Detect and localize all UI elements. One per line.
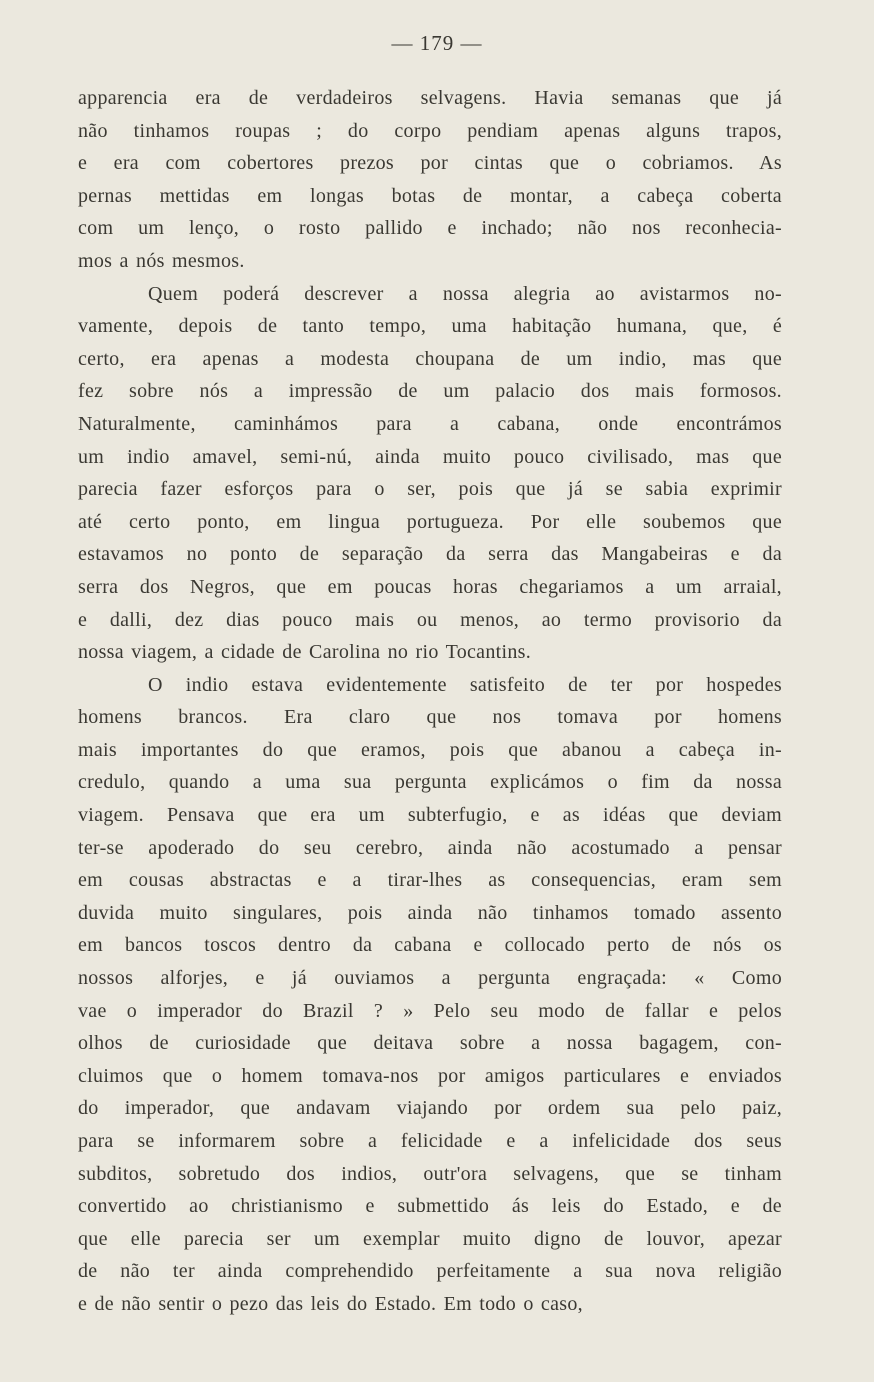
text-line: e era com cobertores prezos por cintas que o cobriamos. As xyxy=(78,152,782,175)
text-line: duvida muito singulares, pois ainda não tinhamos tomado assento xyxy=(78,901,782,924)
text-line: até certo ponto, em lingua portugueza. Por elle soubemos que xyxy=(78,510,782,533)
text-line: convertido ao christianismo e submettido ás leis do Estado, e de xyxy=(78,1195,782,1218)
text-line: nossos alforjes, e já ouviamos a pergunta engraçada: « Como xyxy=(78,967,782,990)
text-line: de não ter ainda comprehendido perfeitamente a sua nova religião xyxy=(78,1260,782,1283)
page-number: — 179 — xyxy=(391,31,483,55)
text-line: Quem poderá descrever a nossa alegria ao avistarmos no- xyxy=(148,282,782,305)
text-line: apparencia era de verdadeiros selvagens. Havia semanas que já xyxy=(78,87,782,109)
text-line: e dalli, dez dias pouco mais ou menos, ao termo provisorio da xyxy=(78,608,782,631)
text-line: olhos de curiosidade que deitava sobre a nossa bagagem, con- xyxy=(78,1032,782,1055)
text-line: com um lenço, o rosto pallido e inchado; não nos reconhecia- xyxy=(78,217,782,240)
paragraph xyxy=(78,278,782,669)
text-line: viagem. Pensava que era um subterfugio, e as idéas que deviam xyxy=(78,804,782,827)
paragraph xyxy=(78,82,782,278)
text-line: cluimos que o homem tomava-nos por amigos particulares e enviados xyxy=(78,1064,782,1087)
text-line: em bancos toscos dentro da cabana e collocado perto de nós os xyxy=(78,934,782,957)
text-line: um indio amavel, semi-nú, ainda muito pouco civilisado, mas que xyxy=(78,445,782,468)
text-line: certo, era apenas a modesta choupana de um indio, mas que xyxy=(78,347,782,370)
text-line: e de não sentir o pezo das leis do Estado. Em todo o caso, xyxy=(78,1292,583,1315)
text-line: Naturalmente, caminhámos para a cabana, onde encontrámos xyxy=(78,412,782,435)
text-line: do imperador, que andavam viajando por ordem sua pelo paiz, xyxy=(78,1097,782,1120)
text-line: fez sobre nós a impressão de um palacio dos mais formosos. xyxy=(78,380,782,403)
text-line: ter-se apoderado do seu cerebro, ainda não acostumado a pensar xyxy=(78,836,782,859)
text-line: parecia fazer esforços para o ser, pois que já se sabia exprimir xyxy=(78,478,782,501)
text-line: homens brancos. Era claro que nos tomava por homens xyxy=(78,706,782,729)
paragraph xyxy=(78,669,782,1321)
text-line: para se informarem sobre a felicidade e a infelicidade dos seus xyxy=(78,1130,782,1152)
text-line: não tinhamos roupas ; do corpo pendiam apenas alguns trapos, xyxy=(78,119,782,142)
text-line: que elle parecia ser um exemplar muito digno de louvor, apezar xyxy=(78,1227,782,1250)
text-line: vamente, depois de tanto tempo, uma habitação humana, que, é xyxy=(78,315,782,338)
text-line: credulo, quando a uma sua pergunta explicámos o fim da nossa xyxy=(78,771,782,794)
text-line: estavamos no ponto de separação da serra das Mangabeiras e da xyxy=(78,543,782,566)
text-line: subditos, sobretudo dos indios, outr'ora selvagens, que se tinham xyxy=(78,1162,782,1185)
text-line: vae o imperador do Brazil ? » Pelo seu modo de fallar e pelos xyxy=(78,999,782,1022)
text-line: mais importantes do que eramos, pois que abanou a cabeça in- xyxy=(78,738,782,761)
text-line: O indio estava evidentemente satisfeito de ter por hospedes xyxy=(148,673,782,696)
text-line: nossa viagem, a cidade de Carolina no rio Tocantins. xyxy=(78,641,532,664)
text-line: serra dos Negros, que em poucas horas chegariamos a um arraial, xyxy=(78,575,782,598)
page-text xyxy=(78,82,782,1321)
text-line: pernas mettidas em longas botas de montar, a cabeça coberta xyxy=(78,184,782,207)
text-line: mos a nós mesmos. xyxy=(78,249,245,272)
text-line: em cousas abstractas e a tirar-lhes as consequencias, eram sem xyxy=(78,869,782,892)
